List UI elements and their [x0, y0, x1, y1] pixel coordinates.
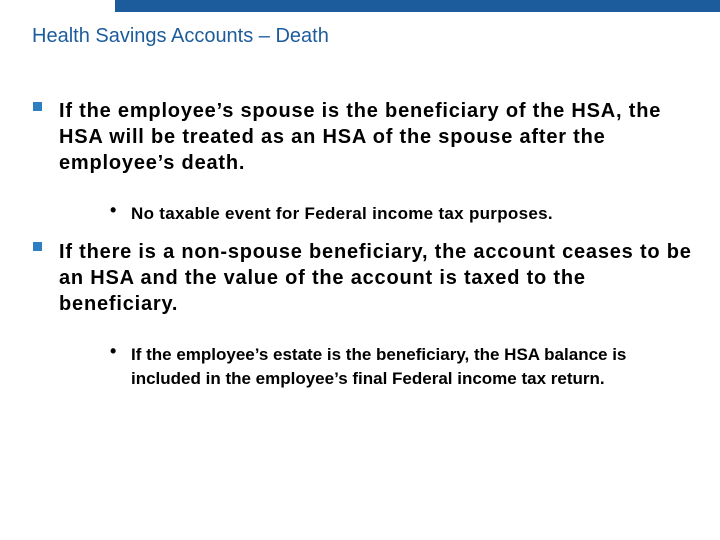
square-bullet-icon — [33, 242, 42, 251]
sub-bullet-dot-icon: • — [110, 200, 117, 220]
square-bullet-icon — [33, 102, 42, 111]
sub-bullet-text-2: If the employee’s estate is the beneficiary, the HSA balance is included in the employee’s final Federal income tax return. — [131, 345, 627, 388]
sub-bullet-dot-icon: • — [110, 341, 117, 361]
slide-title: Health Savings Accounts – Death — [32, 25, 329, 47]
bullet-text-2: If there is a non-spouse beneficiary, the account ceases to be an HSA and the value of the account is taxed to the beneficiary. — [59, 241, 692, 315]
bullet-text-1: If the employee’s spouse is the beneficiary of the HSA, the HSA will be treated as an HSA of the spouse after the employee’s death. — [59, 100, 662, 174]
header-accent-bar — [115, 0, 720, 12]
sub-bullet-text-1: No taxable event for Federal income tax purposes. — [131, 204, 553, 223]
